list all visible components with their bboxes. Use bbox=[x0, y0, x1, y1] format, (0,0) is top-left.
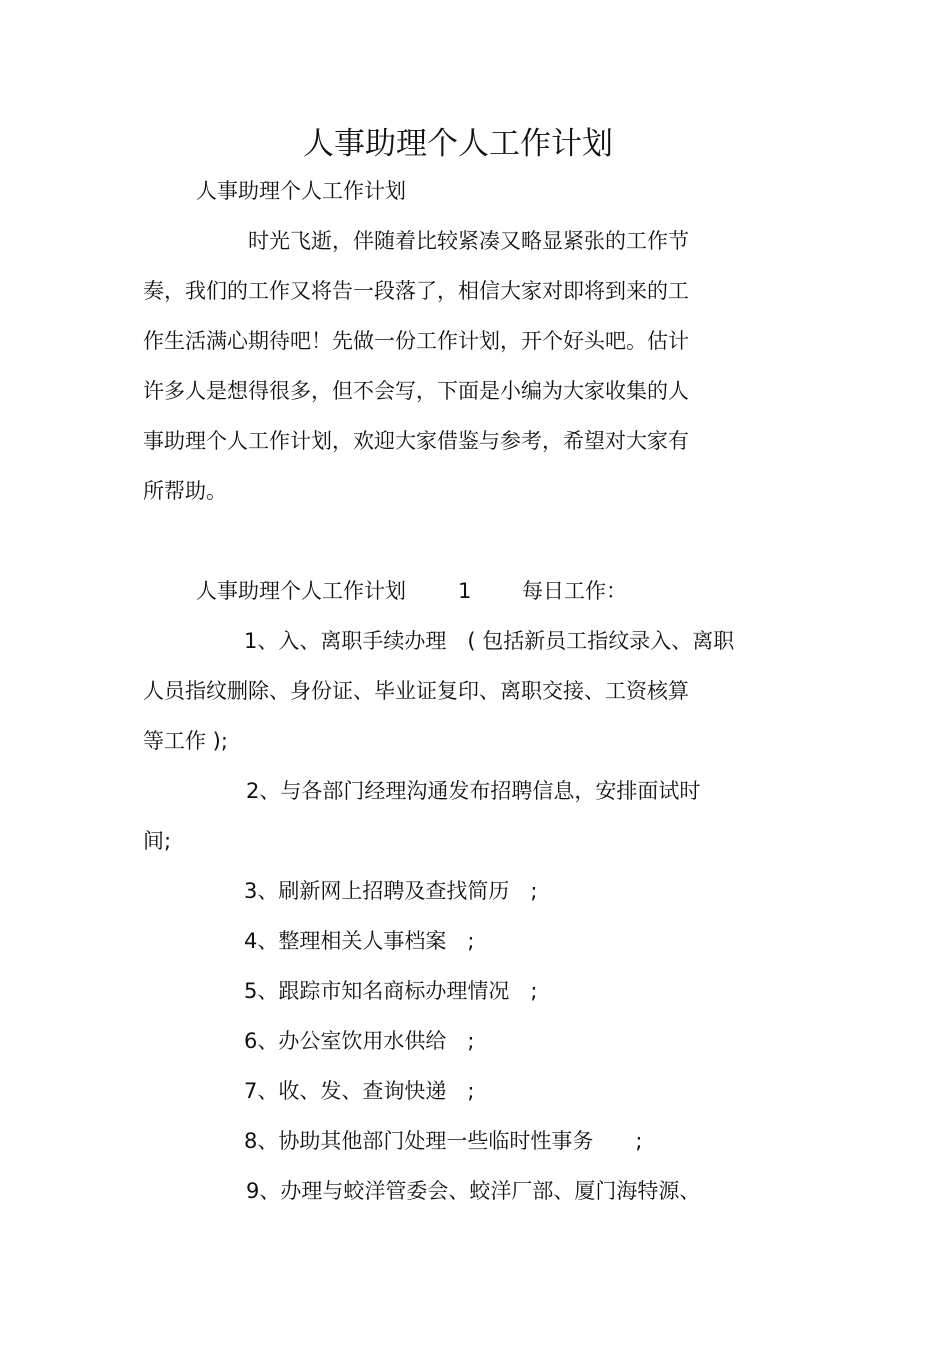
section-label: 每日工作： bbox=[522, 579, 627, 603]
list-item: 5、跟踪市知名商标办理情况 ; bbox=[244, 979, 538, 1003]
list-item-continuation: 间; bbox=[143, 829, 172, 853]
list-item-continuation: 人员指纹删除、身份证、毕业证复印、离职交接、工资核算 bbox=[143, 679, 689, 703]
intro-line: 所帮助。 bbox=[143, 479, 227, 503]
list-item: 9、办理与蛟洋管委会、蛟洋厂部、厦门海特源、 bbox=[246, 1179, 701, 1203]
list-item: 4、整理相关人事档案 ; bbox=[244, 929, 475, 953]
list-item: 3、刷新网上招聘及查找简历 ; bbox=[244, 879, 538, 903]
list-item: 2、与各部门经理沟通发布招聘信息，安排面试时 bbox=[246, 779, 701, 803]
document-subtitle: 人事助理个人工作计划 bbox=[196, 179, 406, 203]
intro-line: 事助理个人工作计划，欢迎大家借鉴与参考，希望对大家有 bbox=[143, 429, 689, 453]
list-item-continuation: 等工作 ); bbox=[143, 729, 228, 753]
intro-line: 许多人是想得很多，但不会写，下面是小编为大家收集的人 bbox=[143, 379, 689, 403]
list-item: 1、入、离职手续办理 ( 包括新员工指纹录入、离职 bbox=[244, 629, 735, 653]
section-heading-text: 人事助理个人工作计划 bbox=[196, 579, 406, 603]
page-title: 人事助理个人工作计划 bbox=[303, 126, 613, 162]
section-heading bbox=[196, 576, 627, 606]
list-item: 7、收、发、查询快递 ; bbox=[244, 1079, 475, 1103]
intro-line: 作生活满心期待吧！先做一份工作计划，开个好头吧。估计 bbox=[143, 329, 689, 353]
section-number: 1 bbox=[458, 579, 472, 603]
list-item: 6、办公室饮用水供给 ; bbox=[244, 1029, 475, 1053]
list-item: 8、协助其他部门处理一些临时性事务 ; bbox=[244, 1129, 643, 1153]
intro-line: 奏，我们的工作又将告一段落了，相信大家对即将到来的工 bbox=[143, 279, 689, 303]
intro-line: 时光飞逝，伴随着比较紧凑又略显紧张的工作节 bbox=[248, 229, 689, 253]
